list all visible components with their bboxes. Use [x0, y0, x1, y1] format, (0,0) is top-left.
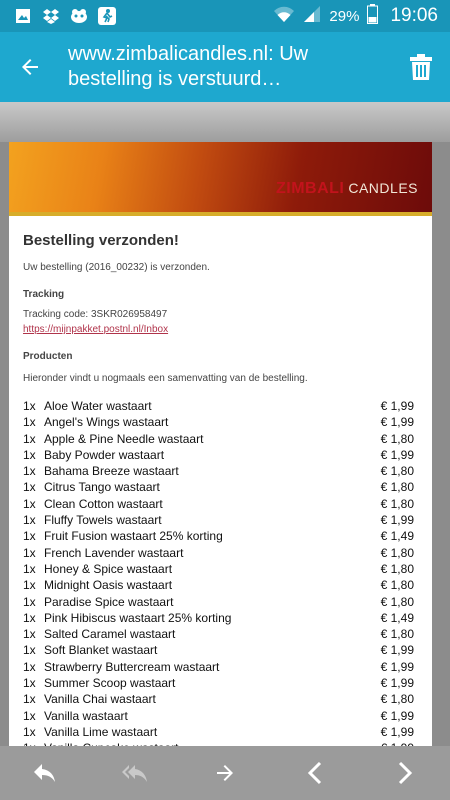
order-item-price: € 1,80: [380, 627, 414, 642]
order-item-price: € 1,80: [380, 594, 414, 609]
forward-icon: [213, 761, 237, 785]
order-item-price: € 1,49: [380, 529, 414, 544]
order-item-name: Apple & Pine Needle wastaart: [44, 431, 204, 446]
order-item-qty: 1x: [23, 708, 36, 723]
order-item-qty: 1x: [23, 399, 36, 413]
order-item-price: € 1,99: [380, 399, 414, 413]
order-intro: Uw bestelling (2016_00232) is verzonden.: [23, 262, 210, 273]
order-item-row: [23, 414, 418, 430]
gallery-icon: [14, 7, 32, 25]
brand-primary: ZIMBALI: [275, 180, 345, 197]
order-item-price: € 1,99: [380, 643, 414, 658]
tracking-title: Tracking: [23, 289, 65, 300]
order-item-name: Aloe Water wastaart: [44, 399, 152, 413]
order-item-price: € 1,49: [380, 610, 414, 625]
order-item-name: Fluffy Towels wastaart: [44, 513, 162, 528]
order-item-name: Summer Scoop wastaart: [44, 676, 176, 691]
order-item-name: Baby Powder wastaart: [44, 447, 165, 462]
order-item-name: Fruit Fusion wastaart 25% korting: [44, 529, 223, 544]
order-item-name: French Lavender wastaart: [44, 545, 184, 560]
next-button[interactable]: [375, 746, 435, 800]
order-item-price: € 1,80: [380, 496, 414, 511]
system-indicators: [273, 4, 450, 29]
order-item-row: [23, 626, 418, 642]
order-item-qty: 1x: [23, 431, 36, 446]
products-title: Producten: [23, 351, 73, 362]
order-item-qty: 1x: [23, 480, 36, 495]
battery-percent: 29%: [329, 7, 360, 25]
bottom-action-bar: [0, 746, 450, 800]
order-item-qty: 1x: [23, 692, 36, 707]
order-item-qty: 1x: [23, 724, 36, 739]
content-header-shade: [0, 102, 450, 142]
arrow-left-icon: [18, 55, 42, 79]
order-item-row: [23, 528, 418, 544]
reply-button[interactable]: [15, 746, 75, 800]
order-item-row: [23, 447, 418, 463]
battery-icon: [367, 4, 378, 29]
previous-button[interactable]: [285, 746, 345, 800]
order-item-row: [23, 642, 418, 658]
order-item-row: [23, 561, 418, 577]
delete-button[interactable]: [392, 32, 450, 102]
order-item-name: Pink Hibiscus wastaart 25% korting: [44, 610, 232, 625]
email-body: [9, 142, 432, 762]
reply-icon: [32, 762, 58, 784]
back-button[interactable]: [0, 32, 60, 102]
email-heading: Bestelling verzonden!: [23, 232, 179, 249]
previous-icon: [307, 761, 323, 785]
order-item-name: Strawberry Buttercream wastaart: [44, 659, 220, 674]
brand-secondary: CANDLES: [348, 180, 418, 196]
status-bar: [0, 0, 450, 32]
order-item-row: [23, 398, 418, 414]
order-item-name: Salted Caramel wastaart: [44, 627, 176, 642]
order-item-qty: 1x: [23, 545, 36, 560]
order-item-qty: 1x: [23, 594, 36, 609]
reply-all-button[interactable]: [105, 746, 165, 800]
order-item-row: [23, 479, 418, 495]
order-item-name: Bahama Breeze wastaart: [44, 464, 179, 479]
order-item-price: € 1,99: [380, 676, 414, 691]
order-items-list: [23, 398, 418, 757]
order-item-row: [23, 724, 418, 740]
order-item-price: € 1,80: [380, 561, 414, 576]
email-subject: www.zimbalicandles.nl: Uw bestelling is verstuurd…: [68, 43, 309, 90]
order-item-qty: 1x: [23, 415, 36, 430]
order-item-price: € 1,80: [380, 480, 414, 495]
order-item-qty: 1x: [23, 513, 36, 528]
order-item-name: Soft Blanket wastaart: [44, 643, 158, 658]
runner-icon: [98, 7, 116, 25]
order-item-name: Honey & Spice wastaart: [44, 561, 173, 576]
order-item-name: Vanilla Lime wastaart: [44, 724, 158, 739]
tracking-link[interactable]: https://mijnpakket.postnl.nl/Inbox: [23, 324, 169, 335]
order-item-price: € 1,99: [380, 659, 414, 674]
order-item-price: € 1,80: [380, 545, 414, 560]
order-item-qty: 1x: [23, 464, 36, 479]
order-item-qty: 1x: [23, 659, 36, 674]
order-item-price: € 1,80: [380, 578, 414, 593]
order-item-row: [23, 659, 418, 675]
order-item-row: [23, 594, 418, 610]
tracking-code: Tracking code: 3SKR026958497: [23, 309, 168, 320]
order-item-price: € 1,99: [380, 708, 414, 723]
brand-logo: [276, 180, 418, 198]
products-intro: Hieronder vindt u nogmaals een samenvatting van de bestelling.: [23, 373, 308, 384]
order-item-row: [23, 675, 418, 691]
order-item-row: [23, 691, 418, 707]
order-item-price: € 1,99: [380, 447, 414, 462]
order-item-row: [23, 708, 418, 724]
order-item-name: Clean Cotton wastaart: [44, 496, 163, 511]
trash-icon: [410, 54, 432, 80]
order-item-name: Paradise Spice wastaart: [44, 594, 174, 609]
order-item-name: Citrus Tango wastaart: [44, 480, 160, 495]
clock: 19:06: [390, 5, 438, 26]
reply-all-icon: [121, 762, 149, 784]
order-item-qty: 1x: [23, 676, 36, 691]
order-item-price: € 1,99: [380, 513, 414, 528]
order-item-name: Midnight Oasis wastaart: [44, 578, 173, 593]
order-item-row: [23, 496, 418, 512]
app-bar: [0, 32, 450, 102]
order-item-qty: 1x: [23, 561, 36, 576]
order-item-price: € 1,99: [380, 415, 414, 430]
dropbox-icon: [42, 7, 60, 25]
mail-text: [9, 216, 432, 773]
order-item-qty: 1x: [23, 643, 36, 658]
wifi-icon: [273, 5, 295, 28]
order-item-price: € 1,99: [380, 724, 414, 739]
forward-button[interactable]: [195, 746, 255, 800]
order-item-qty: 1x: [23, 529, 36, 544]
order-item-name: Vanilla wastaart: [44, 708, 128, 723]
zimbali-banner: [9, 142, 432, 212]
order-item-qty: 1x: [23, 578, 36, 593]
order-item-qty: 1x: [23, 610, 36, 625]
email-content-area[interactable]: [0, 102, 450, 746]
order-item-name: Vanilla Chai wastaart: [44, 692, 156, 707]
order-item-qty: 1x: [23, 447, 36, 462]
order-item-name: Angel's Wings wastaart: [44, 415, 169, 430]
order-item-price: € 1,80: [380, 692, 414, 707]
order-item-row: [23, 610, 418, 626]
order-item-row: [23, 431, 418, 447]
order-item-row: [23, 512, 418, 528]
order-item-row: [23, 545, 418, 561]
monster-icon: [70, 7, 88, 25]
order-item-row: [23, 577, 418, 593]
order-item-qty: 1x: [23, 627, 36, 642]
signal-icon: [303, 5, 321, 28]
next-icon: [397, 761, 413, 785]
order-item-row: [23, 463, 418, 479]
notification-icons: [0, 7, 116, 25]
order-item-price: € 1,80: [380, 431, 414, 446]
order-item-price: € 1,80: [380, 464, 414, 479]
order-item-qty: 1x: [23, 496, 36, 511]
